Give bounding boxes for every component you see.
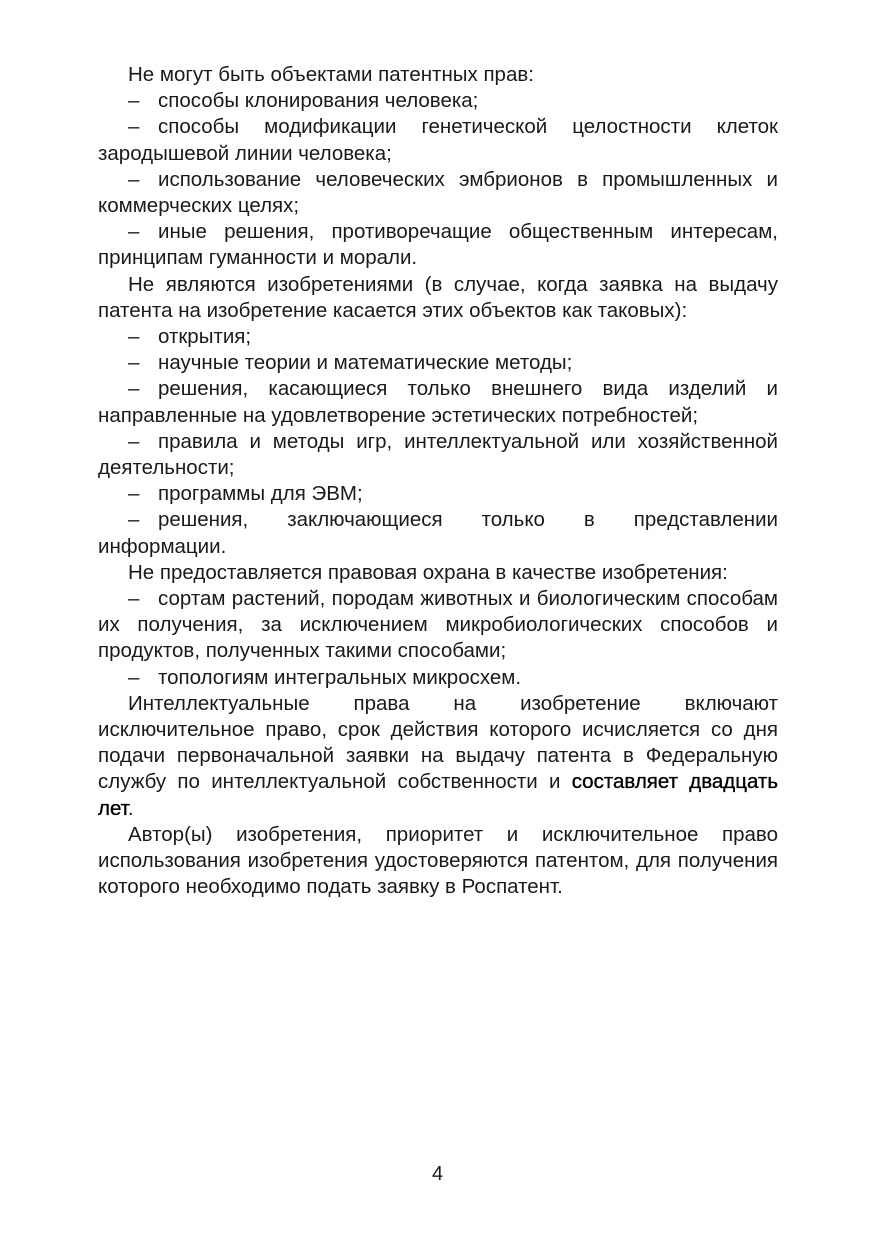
page-number: 4 [431,1163,444,1185]
list-item [98,429,778,481]
list-item [98,481,778,507]
list-dash: – [128,665,140,689]
list-dash: – [128,325,140,349]
list-dash: – [128,482,140,506]
patent-paragraph: Автор(ы) изобретения, приоритет и исключительное право использования изобретения удостоверяются патентом, для получения которого необходимо подать заявку в Роспатент. [98,822,778,899]
list-item [98,350,778,376]
list-dash: – [128,587,140,611]
list-item-text: иные решения, противоречащие общественным интересам, принципам гуманности и морали. [98,220,778,270]
list-item [98,167,778,219]
list-dash: – [128,220,140,244]
list-item [98,507,778,559]
section-intro-no-protection: Не предоставляется правовая охрана в качестве изобретения: [128,560,728,584]
rights-paragraph-end: . [127,796,134,820]
list-item-text: научные теории и математические методы; [158,351,573,375]
list-item [98,376,778,428]
list-item-text: решения, касающиеся только внешнего вида изделий и направленные на удовлетворение эстетических потребностей; [98,377,778,427]
list-item-text: правила и методы игр, интеллектуальной или хозяйственной деятельности; [98,429,778,480]
list-item-text: топологиям интегральных микросхем. [158,665,522,689]
list-dash: – [128,429,140,453]
list-item [98,586,778,665]
section-intro-not-inventions: Не являются изобретениями (в случае, когда заявка на выдачу патента на изобретение касается этих объектов как таковых): [98,272,778,322]
rights-paragraph [98,691,778,822]
list-item [98,665,778,691]
list-dash: – [128,508,140,532]
list-item-text: сортам растений, породам животных и биологическим способам их получения, за исключением микробиологических способов и продуктов, полученных такими способами; [98,587,778,663]
list-item-text: решения, заключающиеся только в представлении информации. [98,508,778,558]
list-item-text: использование человеческих эмбрионов в промышленных и коммерческих целях; [98,167,778,218]
list-item [98,219,778,271]
list-item-text: открытия; [158,325,252,349]
list-dash: – [128,115,140,139]
list-item-text: способы клонирования человека; [158,89,479,113]
list-item [98,114,778,166]
list-item [98,88,778,114]
list-dash: – [128,351,140,375]
section-intro-non-patentable: Не могут быть объектами патентных прав: [128,63,534,86]
rights-paragraph-text: Интеллектуальные права на изобретение включают исключительное право, срок действия которого исчисляется со дня подачи первоначальной заявки на выдачу патента в Федеральную службу по интеллектуальной собственности и [98,691,778,794]
rights-term-highlight: составляет двадцать лет [98,770,778,820]
list-item [98,324,778,350]
list-dash: – [128,167,140,191]
list-item-text: способы модификации генетической целостности клеток зародышевой линии человека; [98,115,778,165]
list-dash: – [128,377,140,401]
list-item-text: программы для ЭВМ; [158,482,363,506]
page-body [98,62,778,901]
list-dash: – [128,89,140,113]
